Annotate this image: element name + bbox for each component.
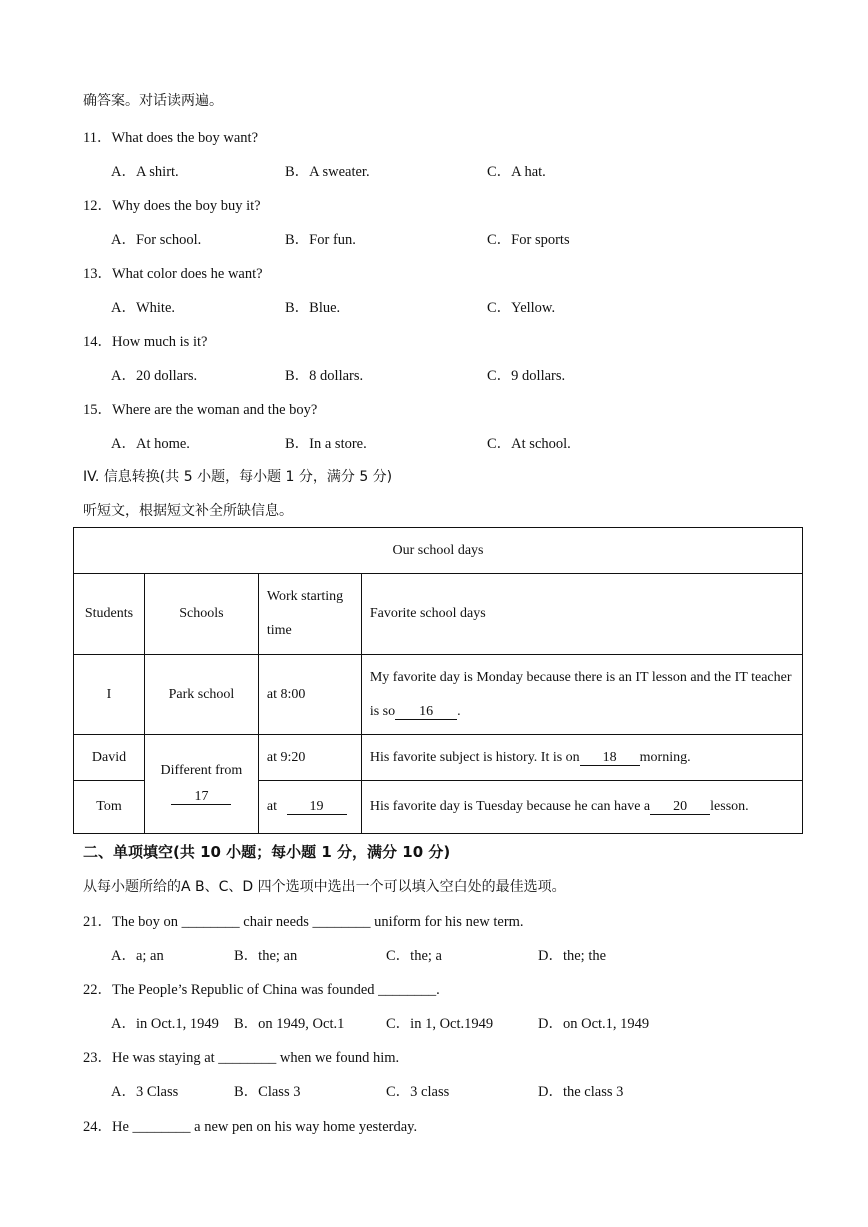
option-11a: A．A shirt.	[111, 164, 179, 180]
option-22d: D．on Oct.1, 1949	[538, 1016, 650, 1032]
option-23d: D．the class 3	[538, 1084, 624, 1100]
row2-school	[144, 735, 258, 834]
part2-instruction: 从每小题所给的A B、C、D 四个选项中选出一个可以填入空白处的最佳选项。	[83, 879, 566, 895]
question-21: 21．The boy on ________ chair needs ________ uniform for his new term.	[83, 914, 524, 930]
row2-favorite-text: His favorite subject is history. It is on	[369, 749, 580, 765]
row3-favorite-text: His favorite day is Tuesday because he can have a	[369, 799, 651, 814]
option-12c: C．For sports	[487, 232, 570, 248]
row2-time: at 9:20	[258, 735, 361, 781]
option-14b: B．8 dollars.	[285, 368, 364, 384]
option-15a: A．At home.	[111, 436, 190, 452]
section4-title: IV. 信息转换(共 5 小题，每小题 1 分，满分 5 分)	[83, 469, 393, 485]
row3-student: Tom	[74, 781, 145, 834]
question-24: 24．He ________ a new pen on his way home yesterday.	[83, 1119, 418, 1135]
row1-school: Park school	[144, 655, 258, 735]
option-15c: C．At school.	[487, 436, 571, 452]
intro-tail: 确答案。对话读两遍。	[83, 93, 223, 109]
blank-19[interactable]: 19	[287, 799, 347, 815]
header-students: Students	[74, 574, 145, 655]
row3-favorite	[361, 781, 802, 834]
table-title: Our school days	[74, 528, 803, 574]
option-12a: A．For school.	[111, 232, 202, 248]
row2-favorite-end: morning.	[639, 749, 691, 765]
option-14c: C．9 dollars.	[487, 368, 566, 384]
option-15b: B．In a store.	[285, 436, 367, 452]
blank-16[interactable]: 16	[395, 704, 457, 720]
option-14a: A．20 dollars.	[111, 368, 198, 384]
row1-favorite	[361, 655, 802, 735]
row2-student: David	[74, 735, 145, 781]
option-13b: B．Blue.	[285, 300, 341, 316]
option-22a: A．in Oct.1, 1949	[111, 1016, 219, 1032]
option-22c: C．in 1, Oct.1949	[386, 1016, 494, 1032]
option-13a: A．White.	[111, 300, 176, 316]
option-23a: A．3 Class	[111, 1084, 179, 1100]
header-work-time: Work starting time	[258, 574, 361, 655]
option-22b: B．on 1949, Oct.1	[234, 1016, 345, 1032]
question-15: 15．Where are the woman and the boy?	[83, 402, 318, 418]
row1-time: at 8:00	[258, 655, 361, 735]
question-23: 23．He was staying at ________ when we found him.	[83, 1050, 400, 1066]
option-23c: C．3 class	[386, 1084, 450, 1100]
row1-student: I	[74, 655, 145, 735]
row1-favorite-end: .	[457, 703, 461, 719]
option-12b: B．For fun.	[285, 232, 356, 248]
row1-favorite-text: My favorite day is Monday because there is an IT lesson and the IT teacher is so	[369, 669, 792, 719]
question-14: 14．How much is it?	[83, 334, 208, 350]
blank-18[interactable]: 18	[580, 750, 640, 766]
question-11: 11．What does the boy want?	[83, 130, 259, 146]
option-21c: C．the; a	[386, 948, 442, 964]
question-13: 13．What color does he want?	[83, 266, 263, 282]
option-21d: D．the; the	[538, 948, 607, 964]
row3-time	[258, 781, 361, 834]
option-21a: A．a; an	[111, 948, 164, 964]
blank-17[interactable]: 17	[171, 789, 231, 805]
question-12: 12．Why does the boy buy it?	[83, 198, 261, 214]
option-13c: C．Yellow.	[487, 300, 556, 316]
header-favorite-days: Favorite school days	[361, 574, 802, 655]
option-11b: B．A sweater.	[285, 164, 370, 180]
option-23b: B．Class 3	[234, 1084, 301, 1100]
row3-favorite-end: lesson.	[710, 799, 749, 814]
blank-20[interactable]: 20	[650, 799, 710, 815]
info-table	[73, 527, 803, 834]
section4-instruction: 听短文，根据短文补全所缺信息。	[83, 503, 293, 519]
question-22: 22．The People’s Republic of China was founded ________.	[83, 982, 440, 998]
row2-school-text: Different from	[160, 763, 243, 778]
part2-title: 二、单项填空(共 10 小题；每小题 1 分，满分 10 分)	[83, 843, 451, 861]
row2-favorite	[361, 735, 802, 781]
header-schools: Schools	[144, 574, 258, 655]
option-11c: C．A hat.	[487, 164, 546, 180]
option-21b: B．the; an	[234, 948, 298, 964]
row3-time-at: at	[266, 799, 277, 814]
